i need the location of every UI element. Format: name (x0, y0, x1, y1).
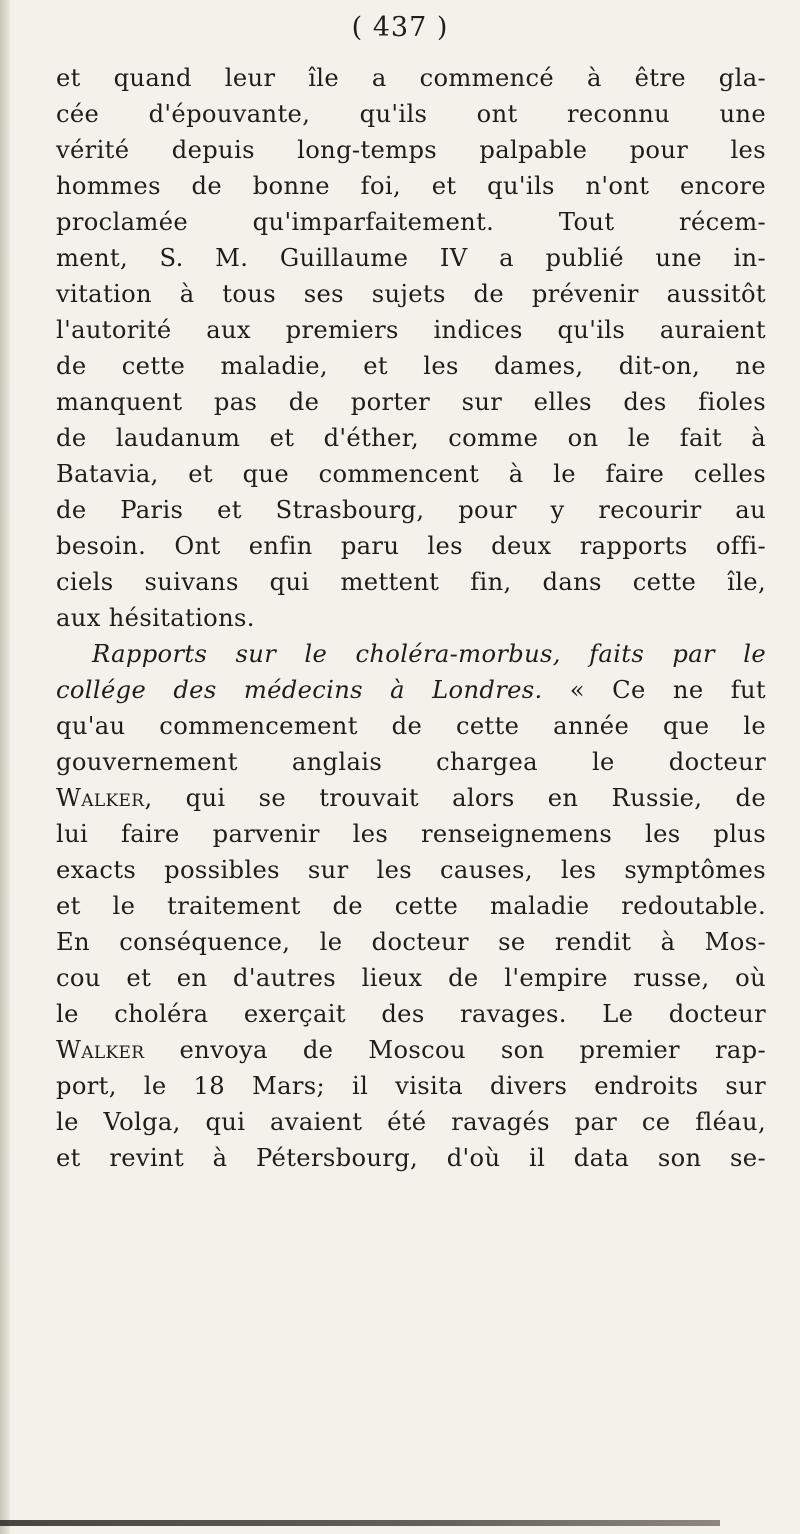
text-line (56, 564, 766, 600)
text-segment: envoya de Moscou son premier rap- (144, 1036, 766, 1064)
text-segment: Walker (56, 1036, 145, 1064)
text-line (56, 888, 766, 924)
text-segment: manquent pas de porter sur elles des fioles (56, 388, 766, 416)
text-line (56, 672, 766, 708)
text-line (56, 204, 766, 240)
text-line (56, 384, 766, 420)
text-segment: collége des médecins à Londres. (56, 676, 543, 704)
text-segment: et revint à Pétersbourg, d'où il data son se- (56, 1144, 766, 1172)
text-line (56, 1140, 766, 1176)
text-line (56, 240, 766, 276)
text-segment: qu'au commencement de cette année que le (56, 712, 766, 740)
text-segment: de Paris et Strasbourg, pour y recourir au (56, 496, 766, 524)
text-segment: ment, S. M. Guillaume IV a publié une in- (56, 244, 766, 272)
text-segment: hommes de bonne foi, et qu'ils n'ont encore (56, 172, 766, 200)
text-line (56, 96, 766, 132)
text-line (56, 312, 766, 348)
text-segment: Batavia, et que commencent à le faire celles (56, 460, 766, 488)
text-segment: exacts possibles sur les causes, les symptômes (56, 856, 766, 884)
text-segment: et le traitement de cette maladie redoutable. (56, 892, 766, 920)
text-segment: cée d'épouvante, qu'ils ont reconnu une (56, 100, 766, 128)
text-line (56, 960, 766, 996)
text-segment: Walker (56, 784, 145, 812)
text-segment: l'autorité aux premiers indices qu'ils auraient (56, 316, 766, 344)
page-gutter-edge (0, 0, 10, 1534)
text-line (56, 636, 766, 672)
text-segment: besoin. Ont enfin paru les deux rapports offi- (56, 532, 766, 560)
text-line (56, 168, 766, 204)
text-line (56, 600, 766, 636)
body-text (56, 60, 766, 1176)
text-line (56, 744, 766, 780)
text-segment: Rapports sur le choléra-morbus, faits par le (92, 640, 766, 668)
text-segment: « Ce ne fut (542, 676, 766, 704)
text-line (56, 924, 766, 960)
text-line (56, 348, 766, 384)
text-segment: vitation à tous ses sujets de prévenir aussitôt (56, 280, 766, 308)
text-line (56, 816, 766, 852)
text-line (56, 420, 766, 456)
text-segment: ciels suivans qui mettent fin, dans cette île, (56, 568, 766, 596)
text-line (56, 132, 766, 168)
text-segment: gouvernement anglais chargea le docteur (56, 748, 766, 776)
text-line (56, 528, 766, 564)
text-line (56, 852, 766, 888)
text-segment: de laudanum et d'éther, comme on le fait à (56, 424, 766, 452)
text-segment: port, le 18 Mars; il visita divers endroits sur (56, 1072, 766, 1100)
text-line (56, 492, 766, 528)
text-line (56, 1032, 766, 1068)
text-segment: aux hésitations. (56, 604, 255, 632)
text-segment: le Volga, qui avaient été ravagés par ce fléau, (56, 1108, 766, 1136)
text-line (56, 456, 766, 492)
text-line (56, 780, 766, 816)
text-segment: et quand leur île a commencé à être gla- (56, 64, 766, 92)
text-segment: lui faire parvenir les renseignemens les plus (56, 820, 766, 848)
text-segment: En conséquence, le docteur se rendit à Mos- (56, 928, 766, 956)
text-line (56, 996, 766, 1032)
text-line (56, 708, 766, 744)
text-line (56, 1104, 766, 1140)
text-segment: cou et en d'autres lieux de l'empire russe, où (56, 964, 766, 992)
text-line (56, 276, 766, 312)
text-segment: vérité depuis long-temps palpable pour les (56, 136, 766, 164)
page-number: ( 437 ) (351, 12, 449, 43)
text-segment: proclamée qu'imparfaitement. Tout récem- (56, 208, 766, 236)
bottom-border-strip (0, 1520, 720, 1526)
text-line (56, 60, 766, 96)
text-segment: de cette maladie, et les dames, dit-on, ne (56, 352, 766, 380)
text-line (56, 1068, 766, 1104)
text-segment: le choléra exerçait des ravages. Le docteur (56, 1000, 766, 1028)
text-segment: , qui se trouvait alors en Russie, de (144, 784, 766, 812)
